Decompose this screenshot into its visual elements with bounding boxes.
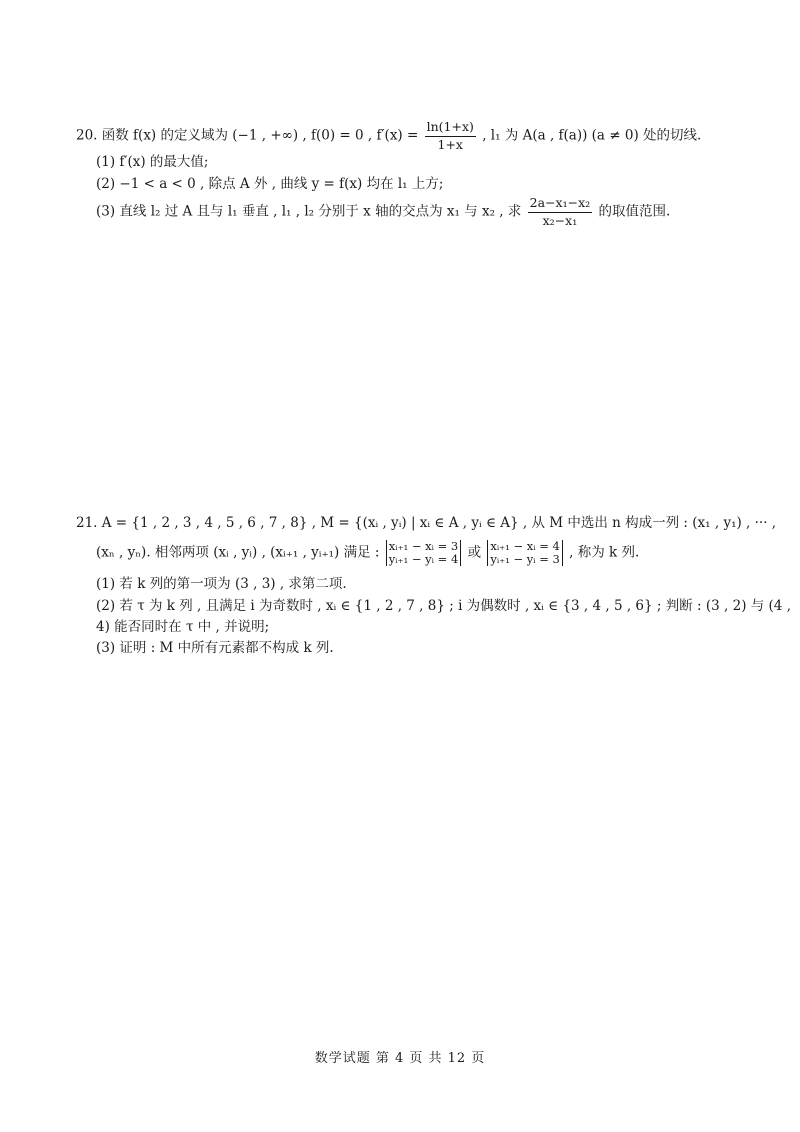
q20-part3: [96, 197, 670, 227]
q20-part3-a: (3) 直线 l₂ 过 A 且与 l₁ 垂直 , l₁ , l₂ 分别于 x 轴的交点为 x₁ 与 x₂ , 求: [96, 203, 522, 220]
q21-stem-line2: [96, 540, 639, 566]
q21-system1-top: xᵢ₊₁ − xᵢ = 3: [388, 539, 459, 553]
q21-stem-2a: (xₙ , yₙ). 相邻两项 (xᵢ , yᵢ) , (xᵢ₊₁ , yᵢ₊₁) 满足 :: [96, 544, 380, 561]
q21-part3: (3) 证明 : M 中所有元素都不构成 k 列.: [96, 640, 334, 656]
q21-stem-line1: 21. A = {1 , 2 , 3 , 4 , 5 , 6 , 7 , 8} , M = {(xᵢ , yᵢ) | xᵢ ∈ A , yᵢ ∈ A} , 从 M 中选出 n 构成一列 : (x₁ , y₁) , ··· ,: [76, 515, 777, 531]
q21-system1-bottom: yᵢ₊₁ − yᵢ = 4: [388, 552, 459, 567]
q21-or: 或: [467, 544, 482, 561]
q20-part2: (2) −1 < a < 0 , 除点 A 外 , 曲线 y = f(x) 均在 l₁ 上方;: [96, 176, 444, 192]
q20-stem: [76, 121, 701, 151]
q21-stem-2b: , 称为 k 列.: [569, 544, 640, 561]
q20-stem-a: 20. 函数 f(x) 的定义域为 (−1 , +∞) , f(0) = 0 , f′(x) =: [76, 127, 419, 144]
q20-stem-b: , l₁ 为 A(a , f(a)) (a ≠ 0) 处的切线.: [482, 127, 702, 144]
q21-part1: (1) 若 k 列的第一项为 (3 , 3) , 求第二项.: [96, 576, 347, 592]
q21-system2-top: xᵢ₊₁ − xᵢ = 4: [490, 539, 560, 553]
q20-part3-numerator: 2a−x₁−x₂: [528, 197, 592, 213]
q21-part2: (2) 若 τ 为 k 列 , 且满足 i 为奇数时 , xᵢ ∈ {1 , 2 , 7 , 8} ; i 为偶数时 , xᵢ ∈ {3 , 4 , 5 , 6} ; 判断 : (3 , 2) 与 (4 ,: [96, 598, 791, 614]
q21-system2-bottom: yᵢ₊₁ − yᵢ = 3: [490, 552, 560, 567]
q21-part2-continued: 4) 能否同时在 τ 中 , 并说明;: [96, 619, 270, 635]
q20-fraction-denominator: 1+x: [437, 136, 463, 152]
q20-part3-b: 的取值范围.: [598, 203, 671, 220]
q20-fraction: [425, 121, 476, 151]
q21-condition-system-1: [386, 540, 462, 566]
q21-condition-system-2: [487, 540, 563, 566]
page-footer: 数学试题 第 4 页 共 12 页: [314, 1051, 486, 1066]
q20-part3-fraction: [528, 197, 592, 227]
q20-part1: (1) f′(x) 的最大值;: [96, 154, 209, 170]
q20-part3-denominator: x₂−x₁: [542, 212, 578, 228]
q20-fraction-numerator: ln(1+x): [425, 121, 476, 137]
